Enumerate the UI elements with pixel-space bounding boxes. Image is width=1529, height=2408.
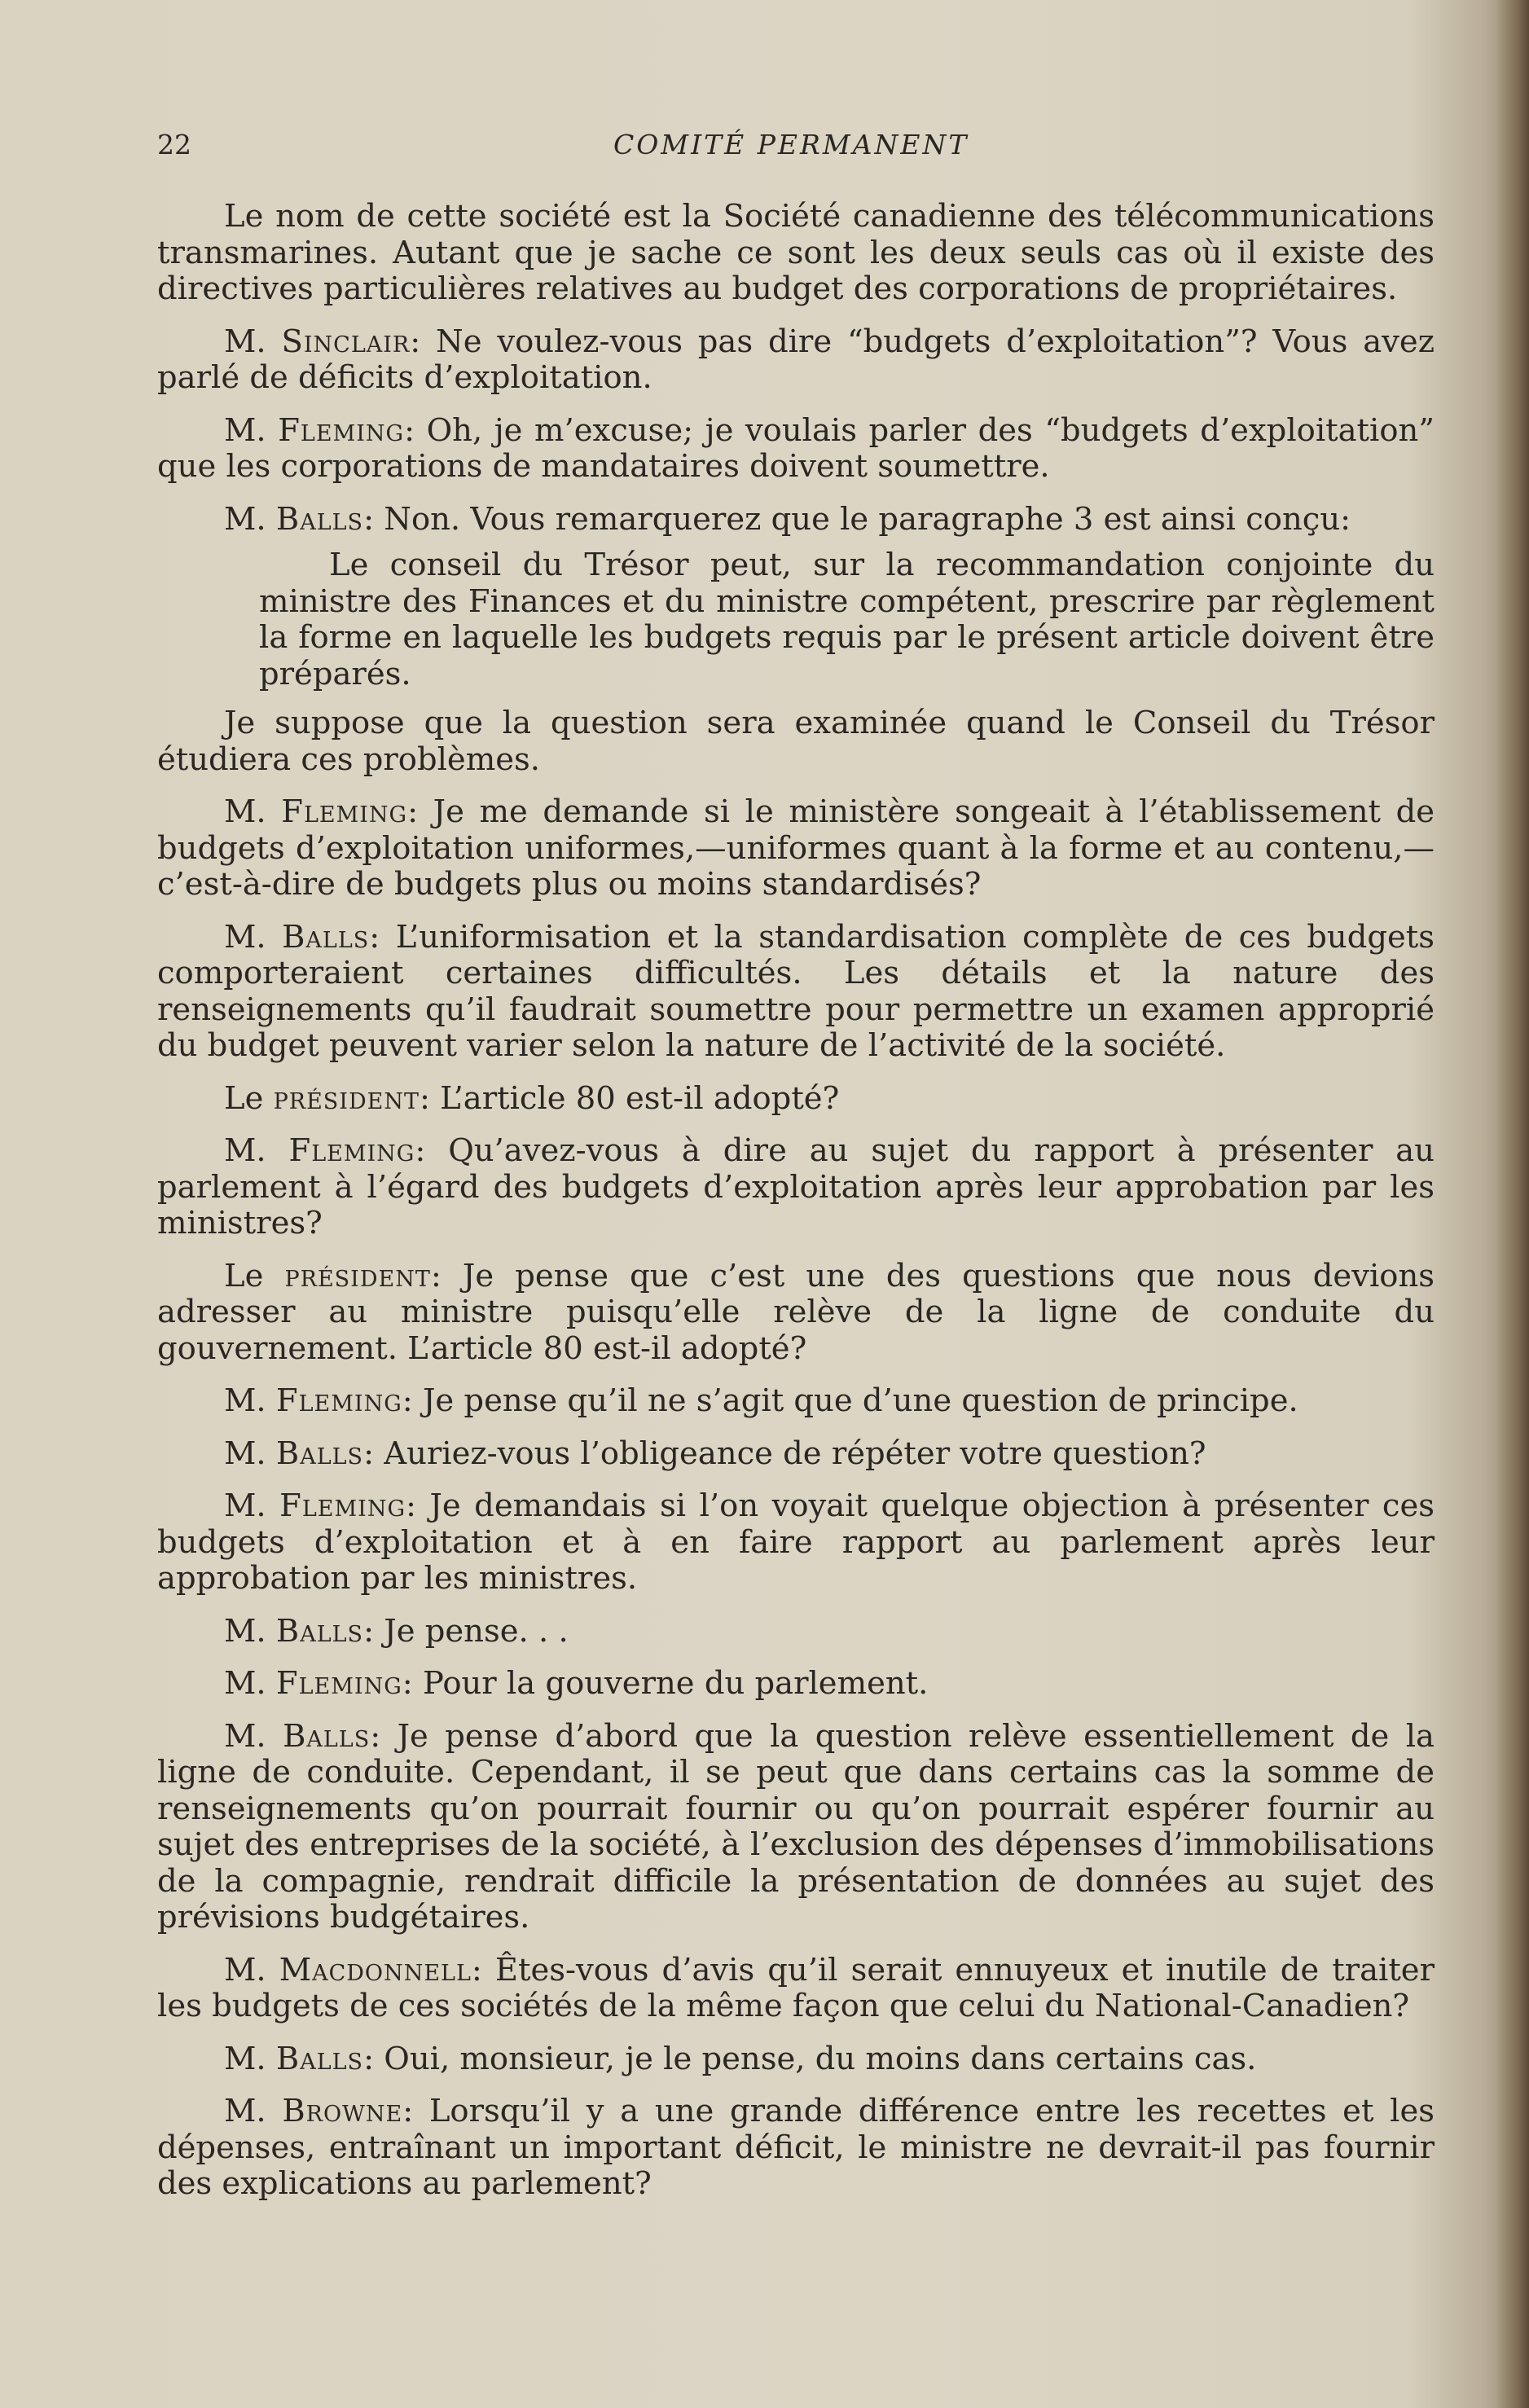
speaker-name: Fleming <box>279 1487 406 1524</box>
paragraph-text: : Lorsqu’il y a une grande différence entre les recettes et les dépenses, entraînant un important déficit, le ministre ne devrait-il pas fournir des explications au parlement? <box>157 2093 1435 2202</box>
paragraph <box>157 413 1435 486</box>
speaker-name: Balls <box>275 500 364 538</box>
paragraph-text: : Je demandais si l’on voyait quelque objection à présenter ces budgets d’exploitation et à en faire rapport au parlement après leur approbation par les ministres. <box>157 1487 1435 1597</box>
speaker-prefix: M. <box>224 1487 280 1524</box>
speaker-name: Fleming <box>275 1382 402 1419</box>
paragraph-text: : Ne voulez-vous pas dire “budgets d’exploitation”? Vous avez parlé de déficits d’exploitation. <box>157 323 1435 396</box>
paragraph <box>157 324 1435 397</box>
paragraph-text: : L’uniformisation et la standardisation complète de ces budgets comporteraient certaines difficultés. Les détails et la nature des renseignements qu’il faudrait soumettre pour permettre un examen approprié du budget peuvent varier selon la nature de l’activité de la société. <box>157 918 1435 1064</box>
speaker-prefix: M. <box>224 500 276 538</box>
speaker-prefix: M. <box>224 323 282 360</box>
speaker-prefix: M. <box>224 1717 283 1755</box>
speaker-name: Fleming <box>281 793 408 830</box>
speaker-prefix: M. <box>224 1435 276 1472</box>
paragraph-text: : Je pense qu’il ne s’agit que d’une question de principe. <box>402 1382 1298 1419</box>
block-quote: Le conseil du Trésor peut, sur la recommandation conjointe du ministre des Finances et du ministre compétent, prescrire par règlement la forme en laquelle les budgets requis par le présent article doivent être préparés. <box>259 547 1435 692</box>
paragraph <box>157 1133 1435 1242</box>
speaker-prefix: M. <box>224 2040 276 2077</box>
paragraph <box>157 1719 1435 1936</box>
page-header <box>157 129 1428 169</box>
paragraph-text: Je suppose que la question sera examinée quand le Conseil du Trésor étudiera ces problèmes. <box>157 705 1435 778</box>
speaker-name: Balls <box>283 1717 371 1755</box>
speaker-name: Fleming <box>288 1132 415 1169</box>
paragraph <box>157 1488 1435 1597</box>
paragraph <box>157 502 1435 538</box>
speaker-name: Macdonnell <box>279 1951 472 1988</box>
paragraph <box>157 705 1435 778</box>
paragraph-text: : Oui, monsieur, je le pense, du moins dans certains cas. <box>363 2040 1257 2077</box>
speaker-name: Fleming <box>275 1665 402 1702</box>
paragraph <box>157 920 1435 1065</box>
running-title: COMITÉ PERMANENT <box>613 129 969 160</box>
paragraph <box>157 1081 1435 1118</box>
paragraph-text: : Pour la gouverne du parlement. <box>402 1665 929 1702</box>
speaker-prefix: Le <box>224 1257 285 1294</box>
paragraph <box>157 1614 1435 1650</box>
speaker-prefix: Le <box>224 1079 274 1117</box>
speaker-name: président <box>273 1079 420 1117</box>
speaker-name: Balls <box>275 1612 364 1650</box>
paragraph <box>157 1666 1435 1703</box>
paragraph-text: : Je pense d’abord que la question relève essentiellement de la ligne de conduite. Cependant, il se peut que dans certains cas la somme de renseignements qu’on pourrait fournir ou qu’on pourrait espérer fournir au sujet des entreprises de la société, à l’exclusion des dépenses d’immobilisations de la compagnie, rendrait difficile la présentation de données au sujet des prévisions budgétaires. <box>157 1717 1435 1936</box>
paragraph-text: : Qu’avez-vous à dire au sujet du rapport à présenter au parlement à l’égard des budgets d’exploitation après leur approbation par les ministres? <box>157 1132 1435 1241</box>
speaker-prefix: M. <box>224 1612 276 1650</box>
speaker-name: Balls <box>275 1435 364 1472</box>
paragraph-text: : Auriez-vous l’obligeance de répéter votre question? <box>363 1435 1206 1472</box>
paragraph <box>157 199 1435 308</box>
speaker-prefix: M. <box>224 793 282 830</box>
paragraph-text: : Je pense que c’est une des questions que nous devions adresser au ministre puisqu’elle relève de la ligne de conduite du gouvernement. L’article 80 est-il adopté? <box>157 1257 1435 1367</box>
speaker-name: Balls <box>282 918 370 956</box>
speaker-prefix: M. <box>224 1951 279 1988</box>
paragraph <box>157 794 1435 903</box>
speaker-prefix: M. <box>224 1665 276 1702</box>
page-number: 22 <box>157 129 191 160</box>
body-text <box>157 199 1435 2219</box>
speaker-prefix: M. <box>224 411 279 449</box>
speaker-name: Fleming <box>278 411 405 449</box>
paragraph-text: : Je pense. . . <box>363 1612 569 1650</box>
speaker-name: Balls <box>275 2040 364 2077</box>
speaker-prefix: M. <box>224 1382 276 1419</box>
paragraph <box>157 1953 1435 2025</box>
paragraph <box>157 1259 1435 1368</box>
paragraph <box>157 2094 1435 2203</box>
paragraph <box>157 1436 1435 1473</box>
speaker-prefix: M. <box>224 1132 289 1169</box>
paragraph-text: : Non. Vous remarquerez que le paragraphe 3 est ainsi conçu: <box>363 500 1351 538</box>
speaker-name: Sinclair <box>281 323 411 360</box>
speaker-prefix: M. <box>224 2093 283 2129</box>
speaker-name: président <box>284 1257 431 1294</box>
paragraph-text: : L’article 80 est-il adopté? <box>419 1079 840 1117</box>
book-spine-shadow <box>1496 0 1529 2408</box>
paragraph-text: : Oh, je m’excuse; je voulais parler des “budgets d’exploitation” que les corporations de mandataires doivent soumettre. <box>157 411 1435 485</box>
paragraph-text: : Êtes-vous d’avis qu’il serait ennuyeux et inutile de traiter les budgets de ces sociétés de la même façon que celui du National-Canadien? <box>157 1951 1435 2024</box>
paragraph-text: Le nom de cette société est la Société canadienne des télécommunications transmarines. Autant que je sache ce sont les deux seuls cas où il existe des directives particulières relatives au budget des corporations de propriétaires. <box>157 198 1435 307</box>
speaker-prefix: M. <box>224 918 283 956</box>
paragraph <box>157 1383 1435 1420</box>
speaker-name: Browne <box>282 2093 403 2129</box>
paragraph <box>157 2041 1435 2078</box>
paragraph-text: : Je me demande si le ministère songeait à l’établissement de budgets d’exploitation uniformes,—uniformes quant à la forme et au contenu,—c’est-à-dire de budgets plus ou moins standardisés? <box>157 793 1435 903</box>
